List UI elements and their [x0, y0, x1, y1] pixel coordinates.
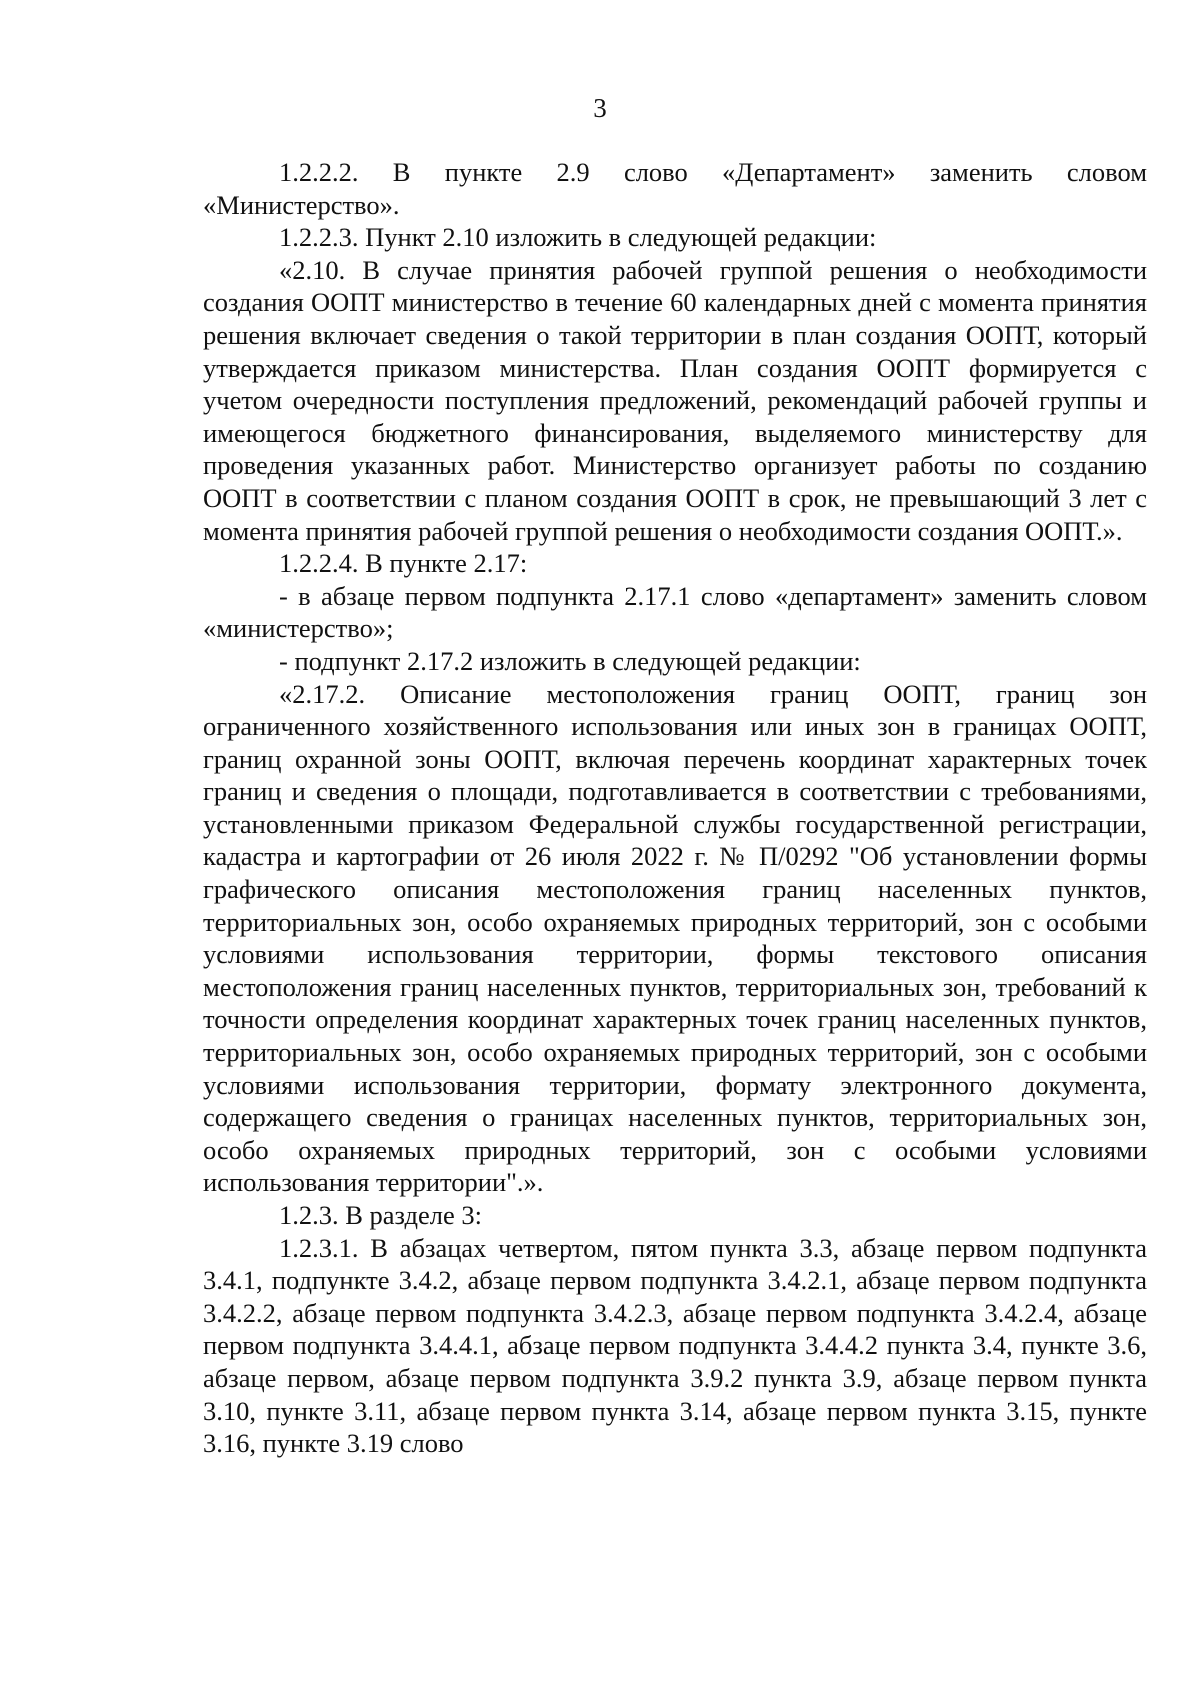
document-body — [203, 156, 1147, 1460]
paragraph-2-10-text: «2.10. В случае принятия рабочей группой решения о необходимости создания ООПТ министерство в течение 60 календарных дней с момента принятия решения включает сведения о такой территории в план создания ООПТ, который утверждается приказом министерства. План создания ООПТ формируется с учетом очередности поступления предложений, рекомендаций рабочей группы и имеющегося бюджетного финансирования, выделяемого министерству для проведения указанных работ. Министерство организует работы по созданию ООПТ в соответствии с планом создания ООПТ в срок, не превышающий 3 лет с момента принятия рабочей группой решения о необходимости создания ООПТ.». — [203, 254, 1147, 546]
paragraph-1-2-2-2: 1.2.2.2. В пункте 2.9 слово «Департамент» заменить словом «Министерство». — [203, 157, 1147, 220]
paragraph-1-2-2-4: 1.2.2.4. В пункте 2.17: — [279, 548, 528, 579]
paragraph-1-2-3-1: 1.2.3.1. В абзацах четвертом, пятом пункта 3.3, абзаце первом подпункта 3.4.1, подпункте 3.4.2, абзаце первом подпункта 3.4.2.1, абзаце первом подпункта 3.4.2.2, абзаце первом подпункта 3.4.2.3, абзаце первом подпункта 3.4.2.4, абзаце первом подпункта 3.4.4.1, абзаце первом подпункта 3.4.4.2 пункта 3.4, пункте 3.6, абзаце первом, абзаце первом подпункта 3.9.2 пункта 3.9, абзаце первом пункта 3.10, пункте 3.11, абзаце первом пункта 3.14, абзаце первом пункта 3.15, пункте 3.16, пункте 3.19 слово — [203, 1232, 1147, 1459]
paragraph-2-17-2-intro: - подпункт 2.17.2 изложить в следующей редакции: — [279, 645, 861, 676]
paragraph-2-17-1-change: - в абзаце первом подпункта 2.17.1 слово «департамент» заменить словом «министерство»; — [203, 580, 1147, 644]
paragraph-2-17-2-text: «2.17.2. Описание местоположения границ ООПТ, границ зон ограниченного хозяйственного использования или иных зон в границах ООПТ, границ охранной зоны ООПТ, включая перечень координат характерных точек границ и сведения о площади, подготавливается в соответствии с требованиями, установленными приказом Федеральной службы государственной регистрации, кадастра и картографии от 26 июля 2022 г. № П/0292 "Об установлении формы графического описания местоположения границ населенных пунктов, территориальных зон, особо охраняемых природных территорий, зон с особыми условиями использования территории, формы текстового описания местоположения границ населенных пунктов, территориальных зон, требований к точности определения координат характерных точек границ населенных пунктов, территориальных зон, особо охраняемых природных территорий, зон с особыми условиями использования территории, формату электронного документа, содержащего сведения о границах населенных пунктов, территориальных зон, особо охраняемых природных территорий, зон с особыми условиями использования территории".». — [203, 678, 1147, 1198]
paragraph-1-2-2-3: 1.2.2.3. Пункт 2.10 изложить в следующей редакции: — [279, 222, 877, 253]
paragraph-1-2-3: 1.2.3. В разделе 3: — [279, 1200, 483, 1230]
page-number: 3 — [593, 93, 607, 123]
